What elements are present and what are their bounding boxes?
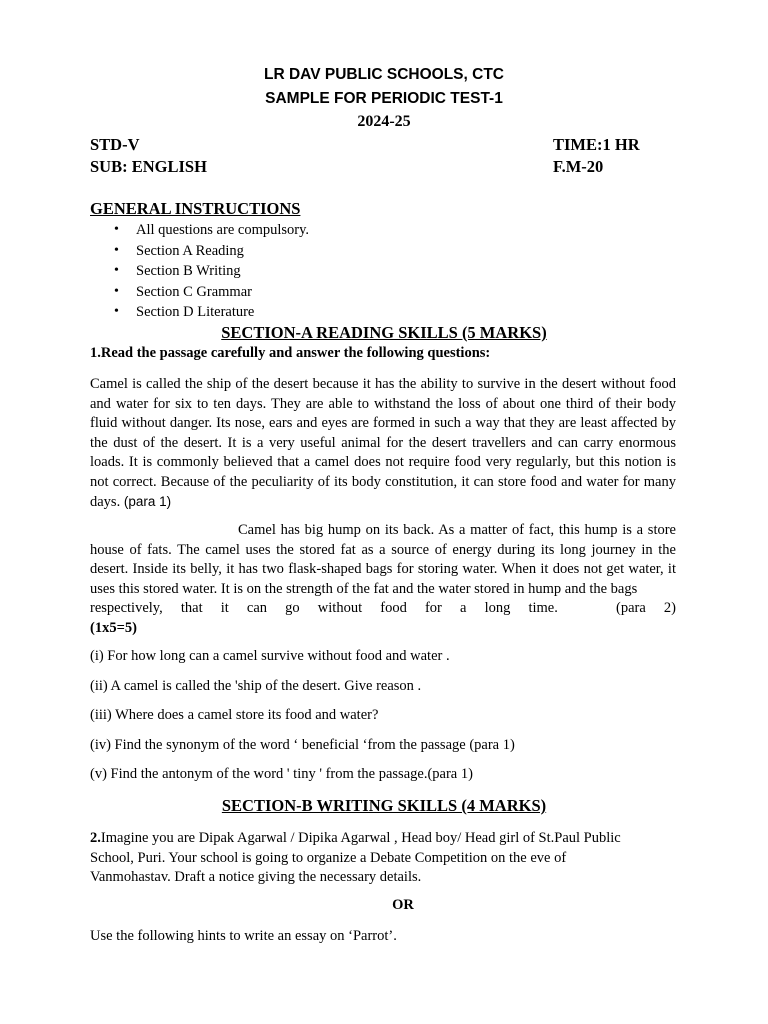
instruction-item: • Section C Grammar: [136, 282, 309, 303]
school-name: LR DAV PUBLIC SCHOOLS, CTC: [264, 66, 504, 83]
instruction-item: • Section D Literature: [136, 302, 309, 323]
instruction-item: • All questions are compulsory.: [136, 220, 309, 241]
passage-text: Camel has big hump on its back. As a matter of fact, this hump is a store house of fats. The camel uses the stored fat as a source of energy during its long journey in the desert. Inside its belly, it has two flask-shaped bags for storing water. When it does not get water, it uses this stored water. It is on the strength of the fat and the water stored in hump and the bags: [90, 522, 676, 597]
passage-text: Camel is called the ship of the desert because it has the ability to survive in the desert without food and water for six to ten days. They are able to withstand the loss of about one third of their body fluid without danger. Its nose, ears and eyes are formed in such a way that they are least affected by the dust of the desert. It is a very useful animal for the desert travellers and can carry enormous loads. It is commonly believed that a camel does not require food very regularly, but this notion is not correct. Because of the peculiarity of its body constitution, it can store food and water for many days.: [90, 376, 676, 510]
question-number: 2.: [90, 830, 101, 846]
subject-label: SUB: ENGLISH: [90, 157, 207, 176]
question-ii: (ii) A camel is called the 'ship of the desert. Give reason .: [90, 678, 422, 694]
question-1-prompt: [90, 345, 490, 362]
academic-year: 2024-25: [357, 113, 411, 130]
question-text: Read the passage carefully and answer the following questions:: [100, 345, 491, 361]
or-separator: OR: [392, 897, 414, 913]
question-number: 1.: [90, 345, 101, 361]
question-v: (v) Find the antonym of the word ' tiny ' from the passage.(para 1): [90, 766, 473, 782]
instructions-title: GENERAL INSTRUCTIONS: [90, 199, 301, 218]
alternative-question: Use the following hints to write an essay on ‘Parrot’.: [90, 928, 397, 944]
question-iii: (iii) Where does a camel store its food and water?: [90, 707, 379, 723]
question-text: Imagine you are Dipak Agarwal / Dipika Agarwal , Head boy/ Head girl of St.Paul Public School, Puri. Your school is going to organize a Debate Competition on the eve of Vanmohastav. Draft a notice giving the necessary details.: [90, 830, 621, 885]
instruction-item: • Section B Writing: [136, 261, 309, 282]
class-label: STD-V: [90, 135, 140, 154]
time-label: TIME:1 HR: [553, 135, 640, 154]
section-a-title: SECTION-A READING SKILLS (5 MARKS): [221, 323, 547, 342]
question-2: [90, 829, 650, 888]
question-iv: (iv) Find the synonym of the word ‘ beneficial ‘from the passage (para 1): [90, 737, 515, 753]
marks-allocation: (1x5=5): [90, 619, 137, 636]
paragraph-reference: (para 1): [123, 494, 172, 509]
passage-paragraph-1: [90, 375, 676, 513]
instruction-item: • Section A Reading: [136, 241, 309, 262]
section-b-title: SECTION-B WRITING SKILLS (4 MARKS): [221, 796, 547, 815]
passage-paragraph-2: [90, 521, 676, 638]
full-marks-label: F.M-20: [553, 157, 604, 176]
question-i: (i) For how long can a camel survive without food and water .: [90, 648, 450, 664]
passage-last-line: respectively, that it can go without food for a long time. (para 2): [90, 600, 676, 616]
test-title: SAMPLE FOR PERIODIC TEST-1: [265, 90, 503, 107]
instructions-list: [136, 220, 309, 323]
